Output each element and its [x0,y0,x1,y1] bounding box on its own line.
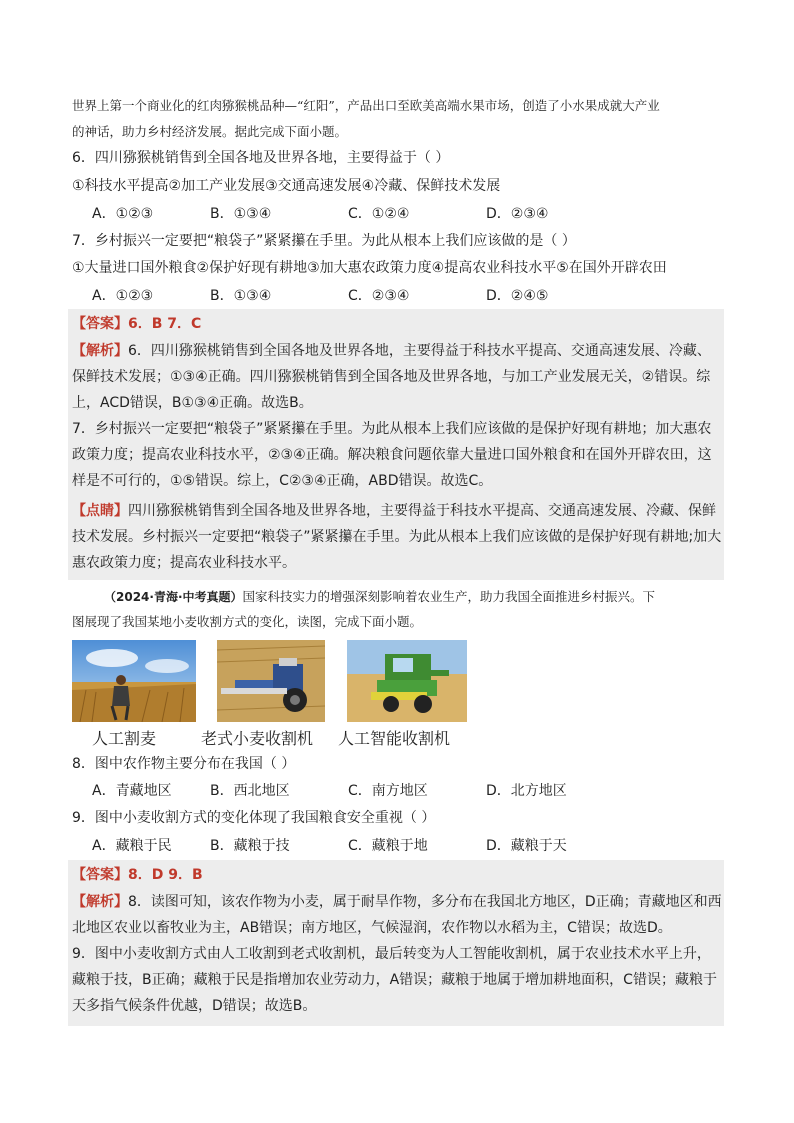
analysis-8-text: 8．读图可知，该农作物为小麦，属于耐旱作物，多分布在我国北方地区，D正确；青藏地区和西北地区农业以畜牧业为主，AB错误；南方地区，气候湿润，农作物以水稻为主，C错误；故选D。 [72,894,722,936]
q6-option-d: D．②③④ [486,206,549,222]
question-8-stem: 8．图中农作物主要分布在我国（ ） [72,756,296,772]
analysis-1 [72,338,722,494]
q8-option-b: B．西北地区 [210,783,290,799]
analysis-6-text: 6．四川猕猴桃销售到全国各地及世界各地，主要得益于科技水平提高、交通高速发展、冷藏、保鲜技术发展；①③④正确。四川猕猴桃销售到全国各地及世界各地，与加工产业发展无关，②错误。综上，ACD错误，B①③④正确。故选B。 [72,343,711,411]
answer-label: 【答案】 [72,867,128,883]
analysis-label: 【解析】 [72,894,128,910]
analysis-label: 【解析】 [72,343,128,359]
question-6-stem: 6．四川猕猴桃销售到全国各地及世界各地，主要得益于（ ） [72,150,450,166]
intro-2-line-2: 图展现了我国某地小麦收割方式的变化，读图，完成下面小题。 [72,614,423,629]
question-7-stem: 7．乡村振兴一定要把“粮袋子”紧紧攥在手里。为此从根本上我们应该做的是（ ） [72,233,576,249]
comment-label: 【点睛】 [72,503,128,519]
photo-smart-harvester [347,640,467,722]
comment-1 [72,498,722,576]
q8-option-a: A．青藏地区 [92,783,172,799]
question-9-stem: 9．图中小麦收割方式的变化体现了我国粮食安全重视（ ） [72,810,436,826]
intro-line-1: 世界上第一个商业化的红肉猕猴桃品种—“红阳”，产品出口至欧美高端水果市场，创造了小水果成就大产业 [72,98,660,113]
q7-option-b: B．①③④ [210,288,272,304]
intro-line-2: 的神话，助力乡村经济发展。据此完成下面小题。 [72,124,348,139]
analysis-2 [72,889,722,1019]
intro-2-text-1: 国家科技实力的增强深刻影响着农业生产，助力我国全面推进乡村振兴。下 [242,589,656,604]
comment-text: 四川猕猴桃销售到全国各地及世界各地，主要得益于科技水平提高、交通高速发展、冷藏、保鲜技术发展。乡村振兴一定要把“粮袋子”紧紧攥在手里。为此从根本上我们应该做的是保护好现有耕地;加大惠农政策力度；提高农业科技水平。 [72,503,722,571]
source-tag: （2024·青海·中考真题） [104,590,243,604]
caption-old-harvester: 老式小麦收割机 [201,729,314,748]
answer-value: 6．B 7．C [128,316,202,332]
q9-option-b: B．藏粮于技 [210,838,290,854]
photo-manual-harvest [72,640,196,722]
caption-manual-harvest: 人工割麦 [92,729,157,748]
q7-option-d: D．②④⑤ [486,288,549,304]
question-6-items: ①科技水平提高②加工产业发展③交通高速发展④冷藏、保鲜技术发展 [72,178,501,194]
answer-label: 【答案】 [72,316,128,332]
q7-option-a: A．①②③ [92,288,154,304]
q9-option-c: C．藏粮于地 [348,838,428,854]
q7-option-c: C．②③④ [348,288,410,304]
answer-1 [72,311,722,337]
analysis-9-text: 9．图中小麦收割方式由人工收割到老式收割机，最后转变为人工智能收割机，属于农业技术水平上升，藏粮于技，B正确；藏粮于民是指增加农业劳动力，A错误；藏粮于地属于增加耕地面积，C错误；藏粮于天多指气候条件优越，D错误；故选B。 [72,946,717,1014]
analysis-7-text: 7．乡村振兴一定要把“粮袋子”紧紧攥在手里。为此从根本上我们应该做的是保护好现有耕地；加大惠农政策力度；提高农业科技水平，②③④正确。解决粮食问题依靠大量进口国外粮食和在国外开辟农田，这样是不可行的，①⑤错误。综上，C②③④正确，ABD错误。故选C。 [72,421,712,489]
q6-option-a: A．①②③ [92,206,154,222]
caption-smart-harvester: 人工智能收割机 [338,729,451,748]
photo-old-harvester [217,640,325,722]
q8-option-d: D．北方地区 [486,783,567,799]
q9-option-a: A．藏粮于民 [92,838,172,854]
question-7-items: ①大量进口国外粮食②保护好现有耕地③加大惠农政策力度④提高农业科技水平⑤在国外开辟农田 [72,260,667,276]
q8-option-c: C．南方地区 [348,783,428,799]
q6-option-c: C．①②④ [348,206,410,222]
q9-option-d: D．藏粮于天 [486,838,567,854]
q6-option-b: B．①③④ [210,206,272,222]
intro-2-line-1 [104,587,655,607]
answer-value: 8．D 9．B [128,867,203,883]
answer-2 [72,862,722,888]
